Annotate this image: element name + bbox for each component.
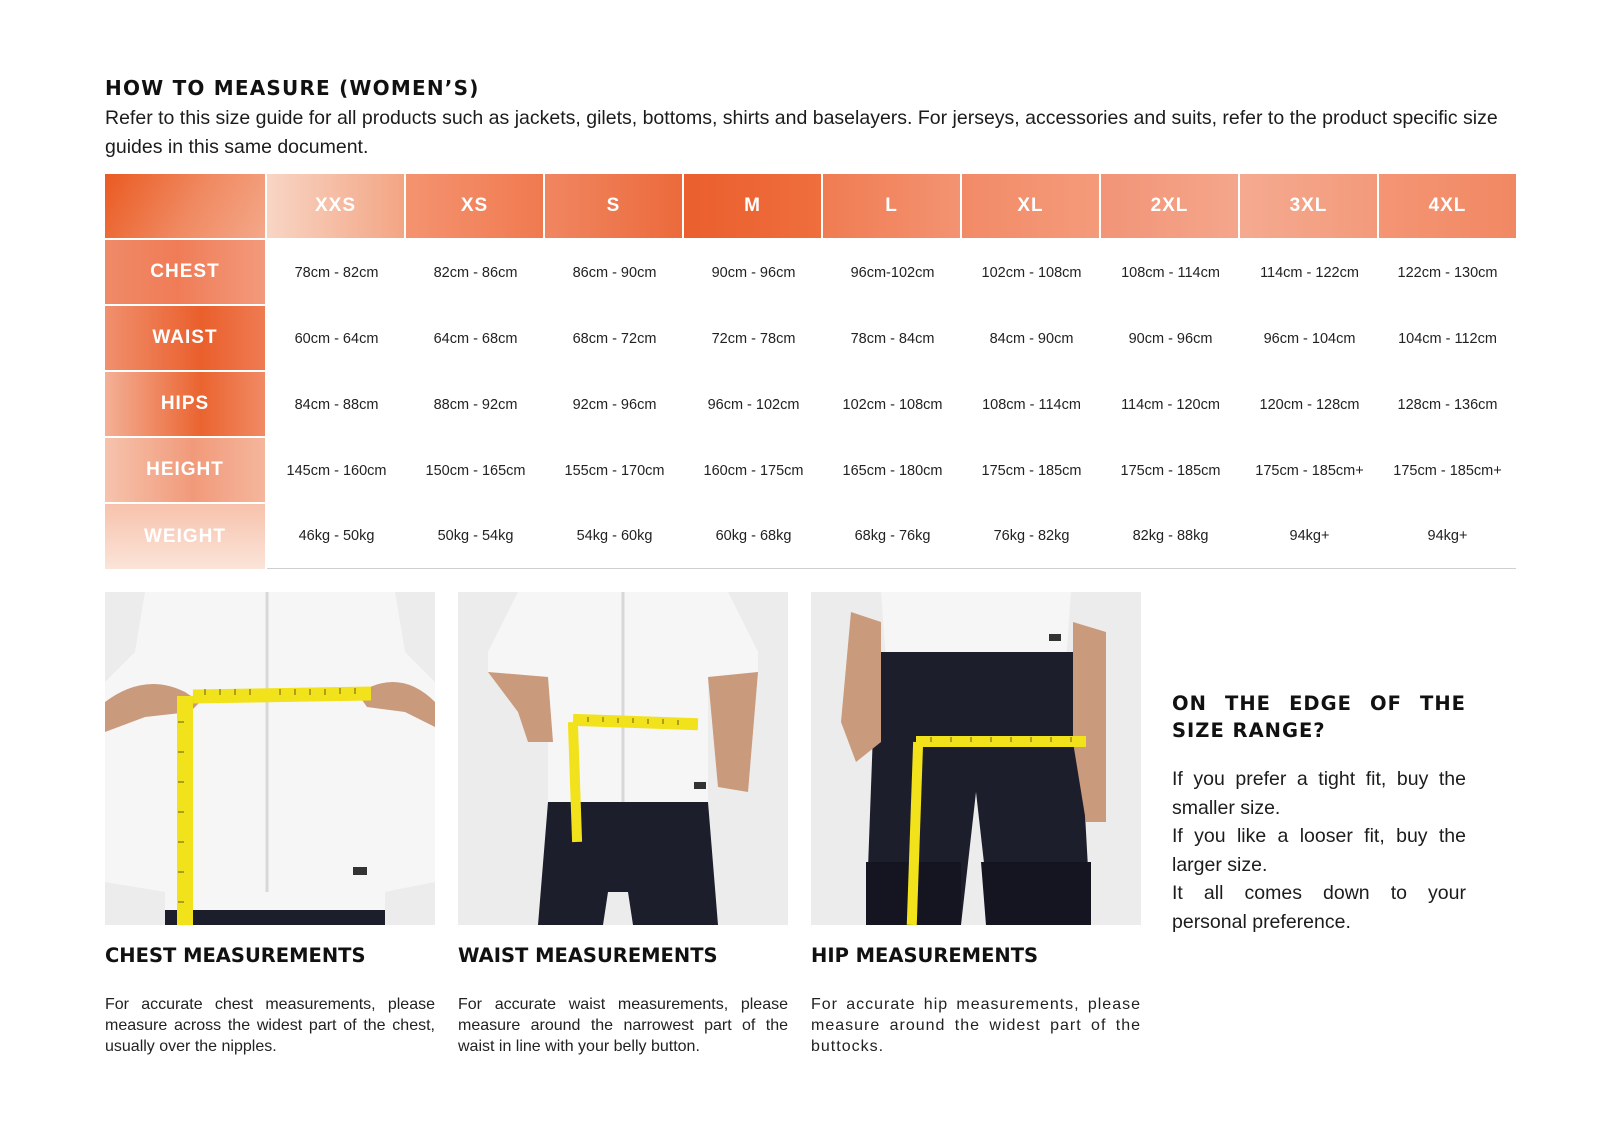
waist-illustration xyxy=(458,592,788,925)
size-header-4xl: 4XL xyxy=(1379,174,1516,240)
table-cell: 82cm - 86cm xyxy=(433,265,518,281)
table-cell: 94kg+ xyxy=(1240,504,1379,569)
table-cell: 76kg - 82kg xyxy=(962,504,1101,569)
table-cell: 96cm-102cm xyxy=(850,265,935,281)
table-cell: 78cm - 84cm xyxy=(850,331,935,347)
table-cell: 128cm - 136cm xyxy=(1397,397,1498,413)
table-cell: 50kg - 54kg xyxy=(406,504,545,569)
table-cell: 122cm - 130cm xyxy=(1397,265,1498,281)
chest-measurements-title: CHEST MEASUREMENTS xyxy=(105,944,366,967)
size-header-row xyxy=(105,174,1516,240)
page-title: HOW TO MEASURE (WOMEN’S) xyxy=(105,76,480,100)
table-cell: 102cm - 108cm xyxy=(981,265,1082,281)
row-label-chest: CHEST xyxy=(105,240,267,306)
table-cell: 165cm - 180cm xyxy=(842,463,943,479)
table-cell: 108cm - 114cm xyxy=(982,397,1081,413)
table-row-height xyxy=(105,438,1516,504)
edge-line-looser-fit: If you like a looser fit, buy the larger size. xyxy=(1172,825,1466,876)
size-header-xl: XL xyxy=(962,174,1101,240)
table-row-hips xyxy=(105,372,1516,438)
size-header-xxs: XXS xyxy=(267,174,406,240)
table-cell: 114cm - 120cm xyxy=(1121,397,1220,413)
chest-illustration xyxy=(105,592,435,925)
row-label-waist: WAIST xyxy=(105,306,267,372)
waist-measurement-photo xyxy=(458,592,788,925)
edge-of-range-text xyxy=(1172,765,1466,936)
table-cell: 120cm - 128cm xyxy=(1259,397,1360,413)
edge-line-preference: It all comes down to your personal preference. xyxy=(1172,882,1466,933)
table-cell: 150cm - 165cm xyxy=(425,463,526,479)
chest-measurement-photo xyxy=(105,592,435,925)
table-cell: 92cm - 96cm xyxy=(572,397,657,413)
size-table xyxy=(105,174,1516,569)
size-header-m: M xyxy=(684,174,823,240)
size-header-xs: XS xyxy=(406,174,545,240)
table-cell: 84cm - 88cm xyxy=(294,397,379,413)
table-cell: 78cm - 82cm xyxy=(294,265,379,281)
hip-illustration xyxy=(811,592,1141,925)
table-cell: 64cm - 68cm xyxy=(433,331,518,347)
row-label-hips: HIPS xyxy=(105,372,267,438)
row-label-height: HEIGHT xyxy=(105,438,267,504)
table-corner xyxy=(105,174,267,240)
row-label-weight: WEIGHT xyxy=(105,504,267,569)
table-cell: 102cm - 108cm xyxy=(842,397,943,413)
table-cell: 104cm - 112cm xyxy=(1398,331,1497,347)
edge-of-range-title: ON THE EDGE OF THE SIZE RANGE? xyxy=(1172,692,1466,742)
table-cell: 72cm - 78cm xyxy=(711,331,796,347)
table-cell: 114cm - 122cm xyxy=(1260,265,1359,281)
table-cell: 94kg+ xyxy=(1379,504,1516,569)
size-header-s: S xyxy=(545,174,684,240)
hip-measurements-title: HIP MEASUREMENTS xyxy=(811,944,1039,967)
table-cell: 54kg - 60kg xyxy=(545,504,684,569)
chest-measurements-text: For accurate chest measurements, please measure across the widest part of the chest, usually over the nipples. xyxy=(105,996,435,1055)
table-cell: 175cm - 185cm xyxy=(1120,463,1221,479)
table-cell: 175cm - 185cm xyxy=(981,463,1082,479)
table-row-waist xyxy=(105,306,1516,372)
table-row-chest xyxy=(105,240,1516,306)
table-cell: 160cm - 175cm xyxy=(703,463,804,479)
table-cell: 90cm - 96cm xyxy=(1128,331,1213,347)
waist-measurements-title: WAIST MEASUREMENTS xyxy=(458,944,718,967)
page-subtitle: Refer to this size guide for all products such as jackets, gilets, bottoms, shirts and baselayers. For jerseys, accessories and suits, refer to the product specific size guides in this same document. xyxy=(105,107,1498,158)
table-cell: 60cm - 64cm xyxy=(294,331,379,347)
table-cell: 86cm - 90cm xyxy=(572,265,657,281)
table-cell: 96cm - 104cm xyxy=(1263,331,1356,347)
table-cell: 175cm - 185cm+ xyxy=(1393,463,1502,479)
edge-line-tight-fit: If you prefer a tight fit, buy the smaller size. xyxy=(1172,768,1466,819)
table-cell: 68cm - 72cm xyxy=(572,331,657,347)
table-cell: 46kg - 50kg xyxy=(267,504,406,569)
size-header-l: L xyxy=(823,174,962,240)
size-header-2xl: 2XL xyxy=(1101,174,1240,240)
table-cell: 175cm - 185cm+ xyxy=(1255,463,1364,479)
table-cell: 60kg - 68kg xyxy=(684,504,823,569)
table-cell: 84cm - 90cm xyxy=(989,331,1074,347)
table-cell: 145cm - 160cm xyxy=(286,463,387,479)
table-cell: 155cm - 170cm xyxy=(564,463,665,479)
table-cell: 88cm - 92cm xyxy=(433,397,518,413)
table-cell: 108cm - 114cm xyxy=(1121,265,1220,281)
table-cell: 90cm - 96cm xyxy=(711,265,796,281)
table-row-weight xyxy=(105,504,1516,569)
table-cell: 68kg - 76kg xyxy=(823,504,962,569)
waist-measurements-text: For accurate waist measurements, please measure around the narrowest part of the waist in line with your belly button. xyxy=(458,996,788,1055)
size-header-3xl: 3XL xyxy=(1240,174,1379,240)
table-cell: 82kg - 88kg xyxy=(1101,504,1240,569)
hip-measurement-photo xyxy=(811,592,1141,925)
hip-measurements-text: For accurate hip measurements, please measure around the widest part of the buttocks. xyxy=(811,996,1141,1055)
table-cell: 96cm - 102cm xyxy=(707,397,800,413)
